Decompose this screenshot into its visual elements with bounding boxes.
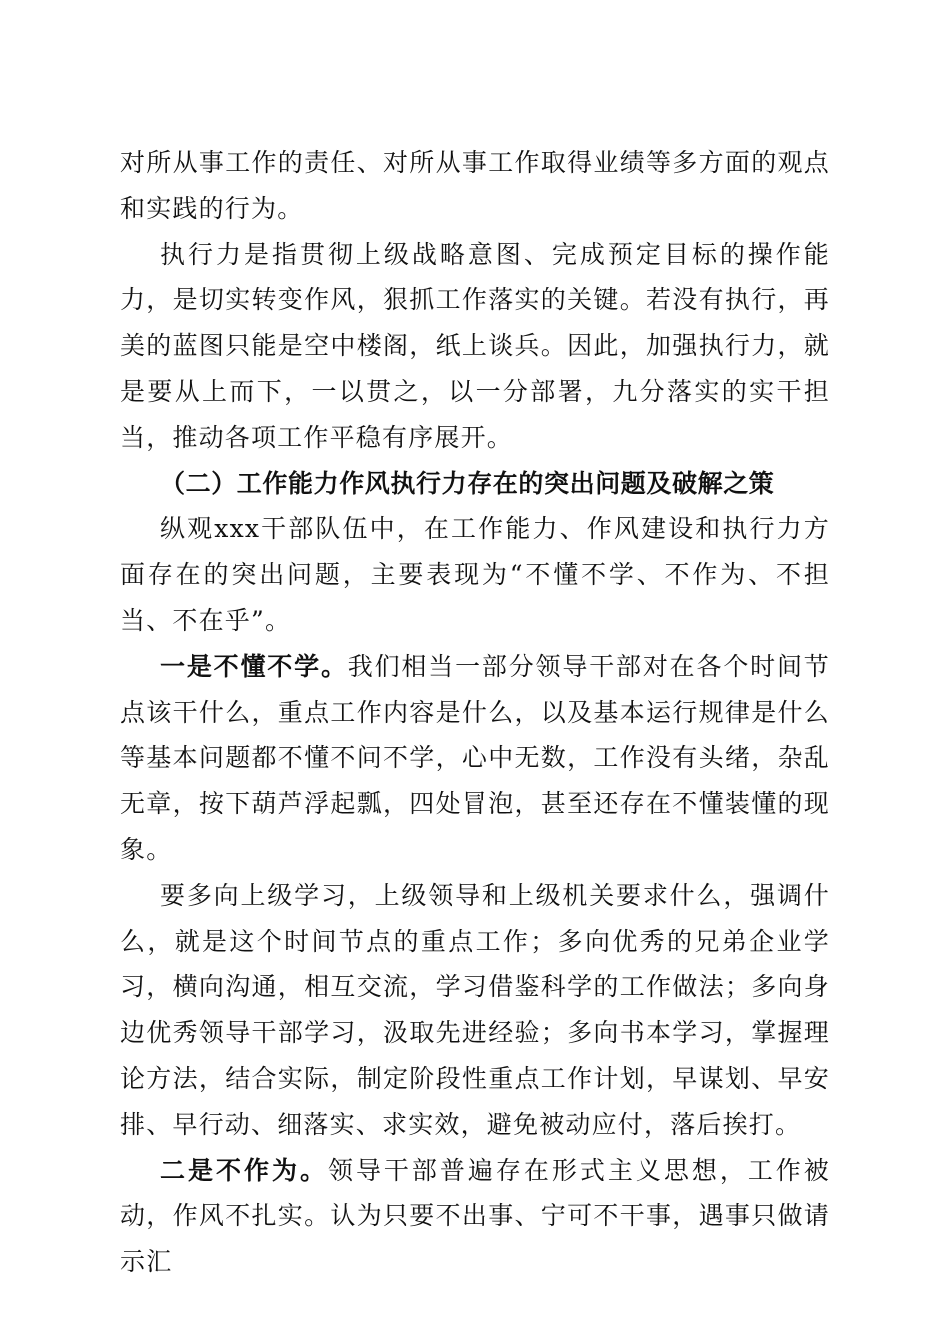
paragraph-execution-definition: 执行力是指贯彻上级战略意图、完成预定目标的操作能力，是切实转变作风，狠抓工作落实的关键。若没有执行，再美的蓝图只能是空中楼阁，纸上谈兵。因此，加强执行力，就是要从上而下，一以贯之，以一分部署，九分落实的实干担当，推动各项工作平稳有序展开。 <box>120 239 830 452</box>
point-two-body: 领导干部普遍存在形式主义思想，工作被动，作风不扎实。认为只要不出事、宁可不干事，遇事只做请示汇 <box>120 1155 830 1277</box>
paragraph-point-one <box>120 644 830 873</box>
point-two-lead: 二是不作为。 <box>160 1155 328 1185</box>
paragraph-overview: 纵观xxx干部队伍中，在工作能力、作风建设和执行力方面存在的突出问题，主要表现为“不懂不学、不作为、不担当、不在乎”。 <box>120 514 830 635</box>
section-heading: （二）工作能力作风执行力存在的突出问题及破解之策 <box>160 468 775 498</box>
point-one-lead: 一是不懂不学。 <box>160 651 348 681</box>
point-one-body: 我们相当一部分领导干部对在各个时间节点该干什么，重点工作内容是什么，以及基本运行规律是什么等基本问题都不懂不问不学，心中无数，工作没有头绪，杂乱无章，按下葫芦浮起瓢，四处冒泡，甚至还存在不懂装懂的现象。 <box>120 651 830 864</box>
paragraph-continuation: 对所从事工作的责任、对所从事工作取得业绩等多方面的观点和实践的行为。 <box>120 148 830 223</box>
document-page <box>120 140 830 1285</box>
paragraph-learning-advice: 要多向上级学习，上级领导和上级机关要求什么，强调什么，就是这个时间节点的重点工作；多向优秀的兄弟企业学习，横向沟通，相互交流，学习借鉴科学的工作做法；多向身边优秀领导干部学习，汲取先进经验；多向书本学习，掌握理论方法，结合实际，制定阶段性重点工作计划，早谋划、早安排、早行动、细落实、求实效，避免被动应付，落后挨打。 <box>120 880 830 1139</box>
paragraph-point-two <box>120 1148 830 1285</box>
